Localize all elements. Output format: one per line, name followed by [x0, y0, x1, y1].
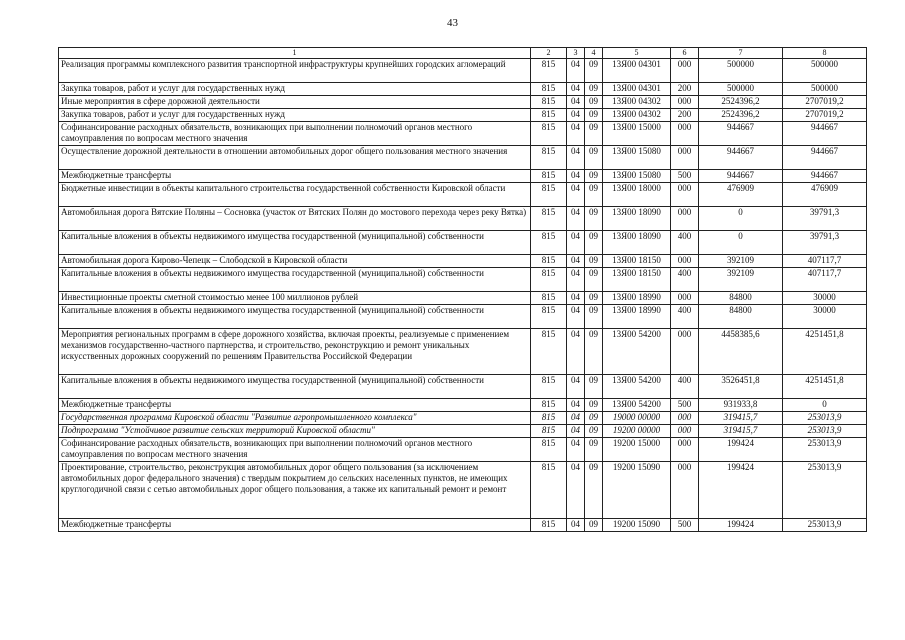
row-section-cell: 04	[567, 183, 585, 207]
table-header-row	[59, 48, 867, 59]
row-amount-year1-cell: 931933,8	[699, 399, 783, 412]
row-section-cell: 04	[567, 122, 585, 146]
row-section-cell: 04	[567, 146, 585, 170]
row-target-article-cell: 13Я00 54200	[603, 329, 671, 375]
row-name-cell: Инвестиционные проекты сметной стоимостью менее 100 миллионов рублей	[59, 292, 531, 305]
row-target-article-cell: 19000 00000	[603, 412, 671, 425]
row-amount-year2-cell: 407117,7	[783, 255, 867, 268]
row-admin-code-cell: 815	[531, 255, 567, 268]
row-admin-code-cell: 815	[531, 519, 567, 532]
row-target-article-cell: 13Я00 18090	[603, 231, 671, 255]
row-target-article-cell: 19200 15090	[603, 462, 671, 519]
row-target-article-cell: 13Я00 15080	[603, 146, 671, 170]
row-subsection-cell: 09	[585, 399, 603, 412]
table-row	[59, 59, 867, 83]
table-row	[59, 462, 867, 519]
row-name-cell: Подпрограмма "Устойчивое развитие сельских территорий Кировской области"	[59, 425, 531, 438]
table-row	[59, 170, 867, 183]
row-name-cell: Бюджетные инвестиции в объекты капитального строительства государственной собственности Кировской области	[59, 183, 531, 207]
row-expense-type-cell: 000	[671, 183, 699, 207]
row-amount-year2-cell: 500000	[783, 83, 867, 96]
row-expense-type-cell: 400	[671, 231, 699, 255]
row-subsection-cell: 09	[585, 519, 603, 532]
row-section-cell: 04	[567, 375, 585, 399]
row-subsection-cell: 09	[585, 122, 603, 146]
row-amount-year2-cell: 4251451,8	[783, 329, 867, 375]
row-admin-code-cell: 815	[531, 183, 567, 207]
header-cell-1: 1	[59, 48, 531, 59]
row-amount-year1-cell: 500000	[699, 83, 783, 96]
row-admin-code-cell: 815	[531, 146, 567, 170]
row-name-cell: Государственная программа Кировской области "Развитие агропромышленного комплекса"	[59, 412, 531, 425]
row-amount-year1-cell: 392109	[699, 268, 783, 292]
row-name-cell: Межбюджетные трансферты	[59, 399, 531, 412]
row-subsection-cell: 09	[585, 268, 603, 292]
row-name-cell: Софинансирование расходных обязательств, возникающих при выполнении полномочий органов местного самоуправления по вопросам местного значения	[59, 438, 531, 462]
row-subsection-cell: 09	[585, 183, 603, 207]
row-name-cell: Закупка товаров, работ и услуг для государственных нужд	[59, 109, 531, 122]
table-row	[59, 146, 867, 170]
row-expense-type-cell: 000	[671, 96, 699, 109]
row-section-cell: 04	[567, 109, 585, 122]
row-amount-year2-cell: 944667	[783, 122, 867, 146]
row-amount-year2-cell: 407117,7	[783, 268, 867, 292]
row-subsection-cell: 09	[585, 96, 603, 109]
row-subsection-cell: 09	[585, 292, 603, 305]
row-expense-type-cell: 000	[671, 292, 699, 305]
row-section-cell: 04	[567, 519, 585, 532]
row-subsection-cell: 09	[585, 305, 603, 329]
row-expense-type-cell: 000	[671, 255, 699, 268]
row-section-cell: 04	[567, 329, 585, 375]
row-subsection-cell: 09	[585, 462, 603, 519]
row-amount-year1-cell: 2524396,2	[699, 109, 783, 122]
row-name-cell: Автомобильная дорога Кирово-Чепецк – Слободской в Кировской области	[59, 255, 531, 268]
row-amount-year1-cell: 3526451,8	[699, 375, 783, 399]
row-amount-year2-cell: 500000	[783, 59, 867, 83]
row-amount-year1-cell: 0	[699, 231, 783, 255]
row-admin-code-cell: 815	[531, 412, 567, 425]
row-section-cell: 04	[567, 207, 585, 231]
row-expense-type-cell: 000	[671, 329, 699, 375]
row-expense-type-cell: 000	[671, 438, 699, 462]
row-amount-year1-cell: 4458385,6	[699, 329, 783, 375]
row-target-article-cell: 13Я00 54200	[603, 375, 671, 399]
row-target-article-cell: 13Я00 15080	[603, 170, 671, 183]
row-target-article-cell: 13Я00 18090	[603, 207, 671, 231]
row-amount-year1-cell: 0	[699, 207, 783, 231]
row-amount-year2-cell: 253013,9	[783, 412, 867, 425]
row-amount-year1-cell: 2524396,2	[699, 96, 783, 109]
row-amount-year1-cell: 944667	[699, 122, 783, 146]
row-target-article-cell: 13Я00 18150	[603, 255, 671, 268]
row-name-cell: Осуществление дорожной деятельности в отношении автомобильных дорог общего пользования местного значения	[59, 146, 531, 170]
row-expense-type-cell: 400	[671, 268, 699, 292]
row-target-article-cell: 13Я00 04302	[603, 96, 671, 109]
row-amount-year2-cell: 253013,9	[783, 462, 867, 519]
row-amount-year2-cell: 944667	[783, 146, 867, 170]
row-subsection-cell: 09	[585, 329, 603, 375]
row-amount-year1-cell: 319415,7	[699, 425, 783, 438]
row-target-article-cell: 19200 15000	[603, 438, 671, 462]
row-section-cell: 04	[567, 231, 585, 255]
row-name-cell: Софинансирование расходных обязательств, возникающих при выполнении полномочий органов местного самоуправления по вопросам местного значения	[59, 122, 531, 146]
header-cell-8: 8	[783, 48, 867, 59]
row-expense-type-cell: 200	[671, 109, 699, 122]
row-admin-code-cell: 815	[531, 375, 567, 399]
row-subsection-cell: 09	[585, 109, 603, 122]
row-expense-type-cell: 000	[671, 462, 699, 519]
row-expense-type-cell: 400	[671, 375, 699, 399]
row-admin-code-cell: 815	[531, 83, 567, 96]
row-target-article-cell: 13Я00 18000	[603, 183, 671, 207]
row-amount-year1-cell: 84800	[699, 305, 783, 329]
table-row	[59, 255, 867, 268]
row-section-cell: 04	[567, 412, 585, 425]
row-admin-code-cell: 815	[531, 231, 567, 255]
row-admin-code-cell: 815	[531, 425, 567, 438]
row-admin-code-cell: 815	[531, 122, 567, 146]
row-amount-year1-cell: 476909	[699, 183, 783, 207]
row-amount-year2-cell: 2707019,2	[783, 109, 867, 122]
row-admin-code-cell: 815	[531, 96, 567, 109]
row-name-cell: Мероприятия региональных программ в сфере дорожного хозяйства, включая проекты, реализуемые с применением механизмов государственно-частного партнерства, и строительство, реконструкцию и ремонт уникальных искусственных дорожных сооружений по решениям Правительства Российской Федерации	[59, 329, 531, 375]
row-target-article-cell: 13Я00 04301	[603, 83, 671, 96]
row-target-article-cell: 13Я00 04302	[603, 109, 671, 122]
table-row	[59, 109, 867, 122]
row-expense-type-cell: 200	[671, 83, 699, 96]
row-subsection-cell: 09	[585, 425, 603, 438]
row-amount-year2-cell: 253013,9	[783, 425, 867, 438]
row-expense-type-cell: 000	[671, 146, 699, 170]
table-row	[59, 207, 867, 231]
row-name-cell: Капитальные вложения в объекты недвижимого имущества государственной (муниципальной) собственности	[59, 268, 531, 292]
row-admin-code-cell: 815	[531, 170, 567, 183]
row-section-cell: 04	[567, 399, 585, 412]
budget-table	[58, 47, 867, 532]
row-name-cell: Межбюджетные трансферты	[59, 170, 531, 183]
row-amount-year2-cell: 0	[783, 399, 867, 412]
row-section-cell: 04	[567, 96, 585, 109]
table-row	[59, 83, 867, 96]
row-expense-type-cell: 000	[671, 425, 699, 438]
table-row	[59, 438, 867, 462]
row-admin-code-cell: 815	[531, 305, 567, 329]
row-amount-year1-cell: 944667	[699, 170, 783, 183]
row-section-cell: 04	[567, 462, 585, 519]
table-row	[59, 412, 867, 425]
row-expense-type-cell: 500	[671, 519, 699, 532]
row-admin-code-cell: 815	[531, 462, 567, 519]
row-amount-year2-cell: 253013,9	[783, 438, 867, 462]
row-target-article-cell: 13Я00 18990	[603, 292, 671, 305]
table-row	[59, 292, 867, 305]
row-target-article-cell: 19200 00000	[603, 425, 671, 438]
row-amount-year2-cell: 30000	[783, 305, 867, 329]
row-name-cell: Проектирование, строительство, реконструкция автомобильных дорог общего пользования (за исключением автомобильных дорог федерального значения) с твердым покрытием до сельских населенных пунктов, не имеющих круглогодичной связи с сетью автомобильных дорог общего пользования, а также их капитальный ремонт и ремонт	[59, 462, 531, 519]
row-section-cell: 04	[567, 425, 585, 438]
table-row	[59, 519, 867, 532]
row-target-article-cell: 13Я00 54200	[603, 399, 671, 412]
row-subsection-cell: 09	[585, 412, 603, 425]
row-name-cell: Капитальные вложения в объекты недвижимого имущества государственной (муниципальной) собственности	[59, 375, 531, 399]
row-section-cell: 04	[567, 292, 585, 305]
row-subsection-cell: 09	[585, 59, 603, 83]
row-admin-code-cell: 815	[531, 438, 567, 462]
row-amount-year1-cell: 500000	[699, 59, 783, 83]
row-section-cell: 04	[567, 255, 585, 268]
table-row	[59, 375, 867, 399]
row-target-article-cell: 13Я00 15000	[603, 122, 671, 146]
table-row	[59, 122, 867, 146]
row-section-cell: 04	[567, 268, 585, 292]
table-row	[59, 399, 867, 412]
row-subsection-cell: 09	[585, 255, 603, 268]
row-expense-type-cell: 000	[671, 122, 699, 146]
row-admin-code-cell: 815	[531, 292, 567, 305]
row-name-cell: Капитальные вложения в объекты недвижимого имущества государственной (муниципальной) собственности	[59, 305, 531, 329]
row-name-cell: Автомобильная дорога Вятские Поляны – Сосновка (участок от Вятских Полян до мостового перехода через реку Вятка)	[59, 207, 531, 231]
row-amount-year2-cell: 39791,3	[783, 231, 867, 255]
row-amount-year2-cell: 476909	[783, 183, 867, 207]
row-name-cell: Закупка товаров, работ и услуг для государственных нужд	[59, 83, 531, 96]
table-row	[59, 183, 867, 207]
row-amount-year2-cell: 944667	[783, 170, 867, 183]
row-expense-type-cell: 500	[671, 170, 699, 183]
header-cell-3: 3	[567, 48, 585, 59]
row-subsection-cell: 09	[585, 146, 603, 170]
header-cell-2: 2	[531, 48, 567, 59]
row-name-cell: Межбюджетные трансферты	[59, 519, 531, 532]
row-target-article-cell: 13Я00 04301	[603, 59, 671, 83]
row-amount-year2-cell: 253013,9	[783, 519, 867, 532]
row-amount-year2-cell: 4251451,8	[783, 375, 867, 399]
row-name-cell: Иные мероприятия в сфере дорожной деятельности	[59, 96, 531, 109]
row-amount-year1-cell: 199424	[699, 438, 783, 462]
row-amount-year1-cell: 199424	[699, 462, 783, 519]
row-expense-type-cell: 500	[671, 399, 699, 412]
row-name-cell: Реализация программы комплексного развития транспортной инфраструктуры крупнейших городских агломераций	[59, 59, 531, 83]
row-admin-code-cell: 815	[531, 329, 567, 375]
row-target-article-cell: 13Я00 18990	[603, 305, 671, 329]
row-admin-code-cell: 815	[531, 109, 567, 122]
row-admin-code-cell: 815	[531, 59, 567, 83]
row-subsection-cell: 09	[585, 83, 603, 96]
table-row	[59, 268, 867, 292]
row-expense-type-cell: 000	[671, 412, 699, 425]
row-amount-year1-cell: 944667	[699, 146, 783, 170]
row-amount-year1-cell: 84800	[699, 292, 783, 305]
header-cell-4: 4	[585, 48, 603, 59]
row-amount-year1-cell: 199424	[699, 519, 783, 532]
row-admin-code-cell: 815	[531, 207, 567, 231]
row-expense-type-cell: 000	[671, 59, 699, 83]
table-row	[59, 425, 867, 438]
row-subsection-cell: 09	[585, 375, 603, 399]
row-amount-year2-cell: 2707019,2	[783, 96, 867, 109]
row-amount-year2-cell: 30000	[783, 292, 867, 305]
row-section-cell: 04	[567, 438, 585, 462]
row-amount-year2-cell: 39791,3	[783, 207, 867, 231]
row-target-article-cell: 13Я00 18150	[603, 268, 671, 292]
row-section-cell: 04	[567, 170, 585, 183]
header-cell-5: 5	[603, 48, 671, 59]
row-admin-code-cell: 815	[531, 399, 567, 412]
table-row	[59, 329, 867, 375]
row-amount-year1-cell: 319415,7	[699, 412, 783, 425]
table-row	[59, 305, 867, 329]
table-row	[59, 96, 867, 109]
row-subsection-cell: 09	[585, 170, 603, 183]
row-expense-type-cell: 400	[671, 305, 699, 329]
row-admin-code-cell: 815	[531, 268, 567, 292]
row-amount-year1-cell: 392109	[699, 255, 783, 268]
row-section-cell: 04	[567, 305, 585, 329]
row-section-cell: 04	[567, 83, 585, 96]
row-expense-type-cell: 000	[671, 207, 699, 231]
row-subsection-cell: 09	[585, 438, 603, 462]
page-number: 43	[447, 17, 458, 29]
row-subsection-cell: 09	[585, 207, 603, 231]
row-subsection-cell: 09	[585, 231, 603, 255]
row-name-cell: Капитальные вложения в объекты недвижимого имущества государственной (муниципальной) собственности	[59, 231, 531, 255]
header-cell-7: 7	[699, 48, 783, 59]
row-target-article-cell: 19200 15090	[603, 519, 671, 532]
header-cell-6: 6	[671, 48, 699, 59]
table-row	[59, 231, 867, 255]
row-section-cell: 04	[567, 59, 585, 83]
